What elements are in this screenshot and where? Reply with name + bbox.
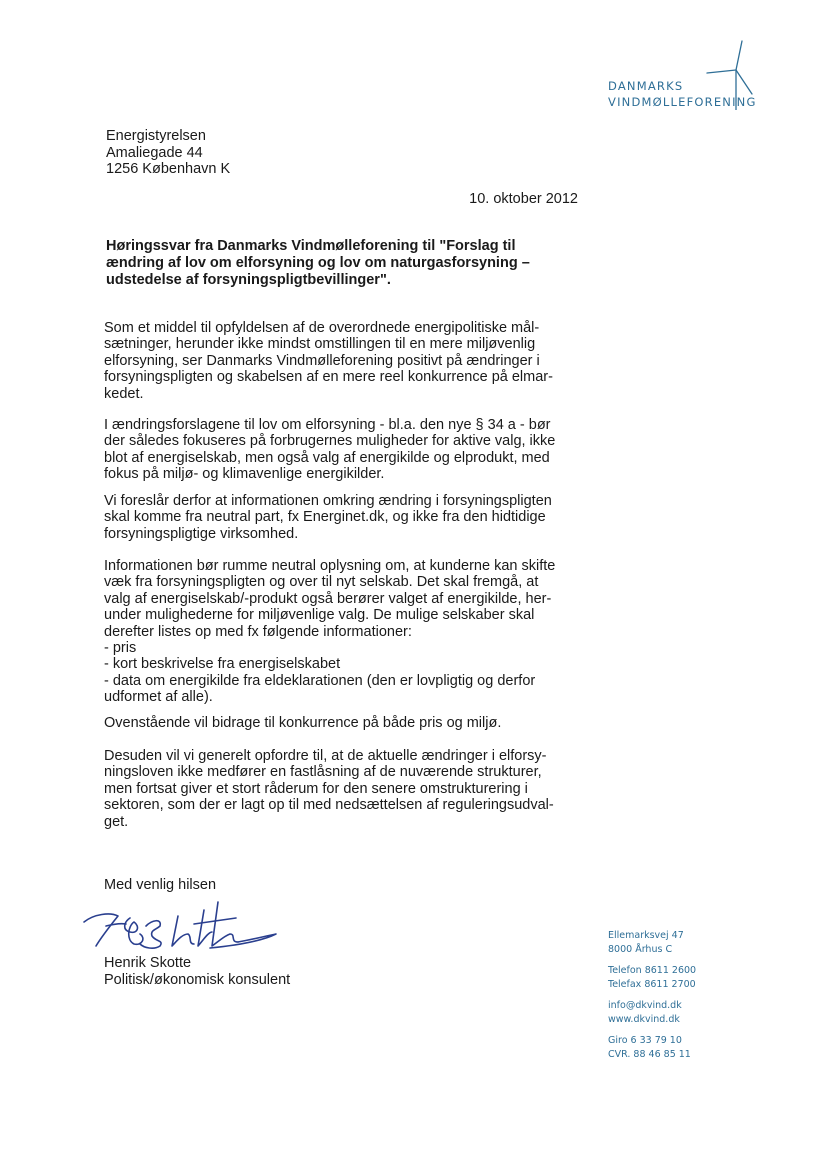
handwritten-signature (80, 896, 280, 956)
subject-line-3: udstedelse af forsyningspligtbevillinger". (106, 272, 391, 288)
contact-city: 8000 Århus C (608, 943, 673, 955)
signer-name: Henrik Skotte (104, 955, 192, 971)
paragraph-6 (104, 748, 584, 830)
paragraph-line: fokus på miljø- og klimavenlige energikilder. (104, 466, 385, 483)
paragraph-line: under mulighederne for miljøvenlige valg. De mulige selskaber skal (104, 607, 535, 624)
recipient-line-3: 1256 København K (106, 161, 231, 177)
subject-line-2: ændring af lov om elforsyning og lov om naturgasforsyning – (106, 255, 530, 271)
list-item: - pris (104, 640, 137, 657)
contact-info (608, 929, 696, 1061)
list-item: - data om energikilde fra eldeklarationen (den er lovpligtig og derfor (104, 672, 536, 689)
contact-email: info@dkvind.dk (608, 1000, 682, 1011)
paragraph-line: forsyningspligtige virksomhed. (104, 525, 299, 542)
logo-line-1: DANMARKS (608, 79, 684, 93)
closing-salutation: Med venlig hilsen (104, 877, 217, 893)
contact-phone: Telefon 8611 2600 (608, 965, 697, 976)
paragraph-line: ningsloven ikke medfører en fastlåsning af de nuværende strukturer, (104, 764, 542, 781)
signer-block (104, 955, 290, 989)
paragraph-line: valg af energiselskab/-produkt også berører valget af energikilde, her- (104, 590, 552, 607)
paragraph-1 (104, 320, 584, 402)
contact-street: Ellemarksvej 47 (608, 930, 684, 941)
signer-title: Politisk/økonomisk konsulent (104, 972, 291, 988)
paragraph-line: Ovenstående vil bidrage til konkurrence på både pris og miljø. (104, 715, 502, 731)
recipient-line-2: Amaliegade 44 (106, 144, 203, 161)
contact-giro: Giro 6 33 79 10 (608, 1035, 682, 1046)
paragraph-line: elforsyning, ser Danmarks Vindmølleforening positivt på ændringer i (104, 352, 540, 369)
paragraph-line: kedet. (104, 385, 144, 402)
logo-line-2: VINDMØLLEFORENING (608, 95, 757, 109)
paragraph-2 (104, 417, 584, 483)
paragraph-line: Vi foreslår derfor at informationen omkring ændring i forsyningspligten (104, 493, 552, 509)
paragraph-line: get. (104, 813, 129, 830)
paragraph-line: men fortsat giver et stort råderum for den senere omstrukturering i (104, 780, 528, 797)
list-item: - kort beskrivelse fra energiselskabet (104, 656, 341, 673)
paragraph-line: Informationen bør rumme neutral oplysning om, at kunderne kan skifte (104, 558, 556, 574)
contact-fax: Telefax 8611 2700 (608, 978, 696, 990)
paragraph-line: blot af energiselskab, men også valg af energikilde og elprodukt, med (104, 449, 550, 466)
paragraph-5 (104, 715, 584, 731)
paragraph-4 (104, 558, 584, 706)
paragraph-line: derefter listes op med fx følgende informationer: (104, 623, 412, 640)
contact-web: www.dkvind.dk (608, 1013, 680, 1025)
paragraph-line: I ændringsforslagene til lov om elforsyning - bl.a. den nye § 34 a - bør (104, 417, 551, 433)
letter-subject (106, 238, 576, 289)
letter-date: 10. oktober 2012 (469, 191, 578, 207)
recipient-line-1: Energistyrelsen (106, 128, 206, 144)
recipient-address (106, 128, 230, 178)
paragraph-line: sætninger, herunder ikke mindst omstillingen til en mere miljøvenlig (104, 336, 536, 353)
subject-line-1: Høringssvar fra Danmarks Vindmølleforening til "Forslag til (106, 238, 516, 254)
paragraph-3 (104, 493, 584, 542)
paragraph-line: forsyningspligten og skabelsen af en mere reel konkurrence på elmar- (104, 369, 553, 386)
paragraph-line: sektoren, som der er lagt op til med nedsættelsen af reguleringsudval- (104, 797, 554, 814)
paragraph-line: væk fra forsyningspligten og over til nyt selskab. Det skal fremgå, at (104, 574, 539, 591)
paragraph-line: Desuden vil vi generelt opfordre til, at de aktuelle ændringer i elforsy- (104, 748, 547, 764)
paragraph-line: udformet af alle). (104, 689, 213, 706)
paragraph-line: skal komme fra neutral part, fx Energinet.dk, og ikke fra den hidtidige (104, 509, 546, 526)
contact-cvr: CVR. 88 46 85 11 (608, 1048, 691, 1060)
wind-turbine-icon (700, 38, 760, 110)
paragraph-line: Som et middel til opfyldelsen af de overordnede energipolitiske mål- (104, 320, 540, 336)
paragraph-line: der således fokuseres på forbrugernes muligheder for aktive valg, ikke (104, 433, 556, 450)
